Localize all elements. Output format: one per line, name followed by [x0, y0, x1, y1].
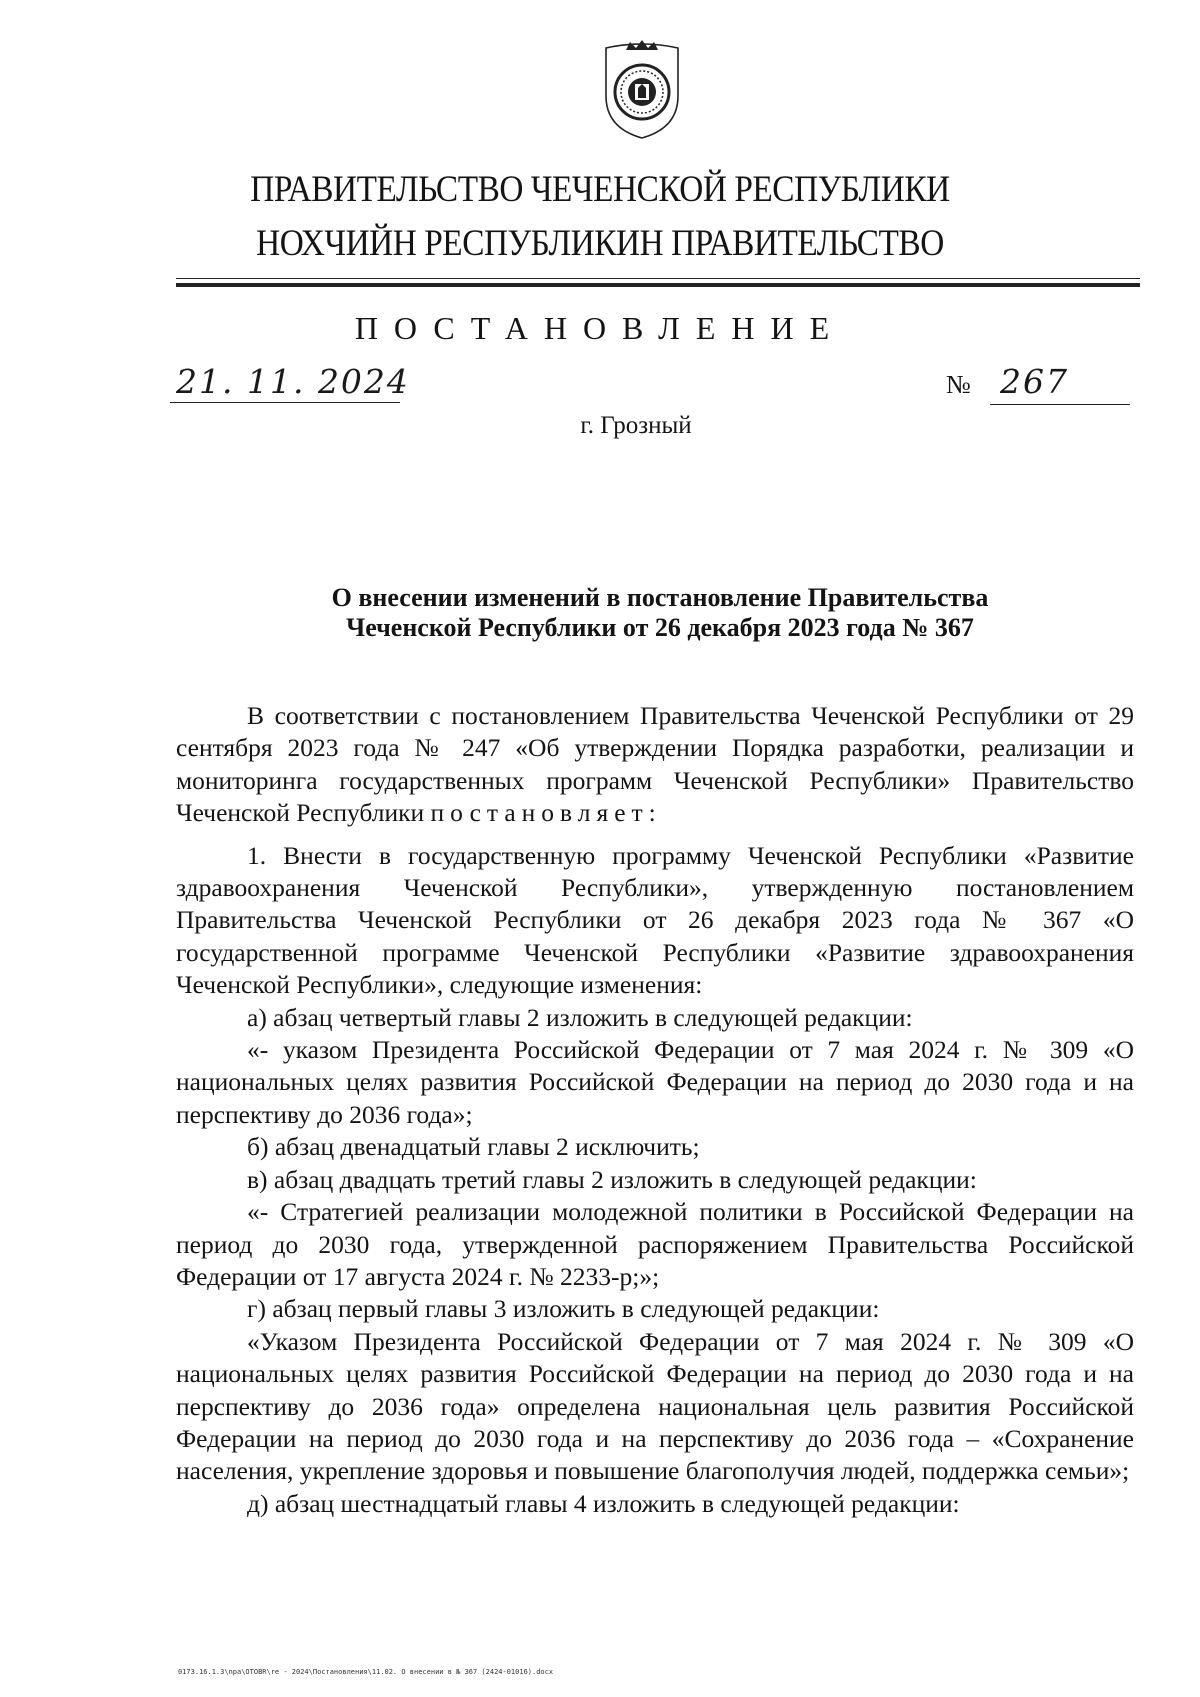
paragraph: «- Стратегией реализации молодежной политики в Российской Федерации на период до 2030 года, утвержденной распоряжением Правительства Российской Федерации от 17 августа 2024 г. № 2233-р;»;: [176, 1197, 1134, 1291]
document-type: ПОСТАНОВЛЕНИЕ: [354, 310, 846, 346]
resolves-word: постановляет:: [430, 798, 662, 828]
paragraph: а) абзац четвертый главы 2 изложить в следующей редакции:: [247, 1002, 913, 1032]
city: г. Грозный: [580, 412, 692, 439]
date-signature-handwritten: 21. 11. 2024: [176, 362, 410, 401]
file-path-footer: 0173.16.1.3\npa\OTOBR\re - 2024\Постановления\11.02. О внесении в № 367 (2424-01016).docx: [178, 1668, 554, 1676]
header-divider-thick: [176, 283, 1140, 287]
document-title: [200, 583, 1120, 643]
header-divider-thin: [176, 278, 1140, 279]
government-name-ru: ПРАВИТЕЛЬСТВО ЧЕЧЕНСКОЙ РЕСПУБЛИКИ: [250, 169, 950, 210]
paragraph: «- указом Президента Российской Федерации от 7 мая 2024 г. № 309 «О национальных целях развития Российской Федерации на период до 2030 года и на перспективу до 2036 года»;: [176, 1035, 1134, 1129]
number-handwritten: 267: [1000, 362, 1069, 401]
government-name-ce: НОХЧИЙН РЕСПУБЛИКИН ПРАВИТЕЛЬСТВО: [256, 223, 944, 264]
paragraph-text: В соответствии с постановлением Правительства Чеченской Республики от 29 сентября 2023 года № 247 «Об утверждении Порядка разработки, реализации и мониторинга государственных программ Чеченской Республики» Правительство Чеченской Республики: [176, 701, 1134, 828]
paragraph: б) абзац двенадцатый главы 2 исключить;: [247, 1132, 700, 1162]
paragraph: «Указом Президента Российской Федерации от 7 мая 2024 г. № 309 «О национальных целях развития Российской Федерации на период до 2030 года и на перспективу до 2036 года» определена национальная цель развития Российской Федерации на период до 2030 года и на перспективу до 2036 года – «Сохранение населения, укрепление здоровья и повышение благополучия людей, поддержка семьи»;: [176, 1326, 1134, 1486]
coat-of-arms-icon: [600, 38, 684, 142]
title-line-1: О внесении изменений в постановление Правительства: [331, 583, 989, 612]
number-label: №: [946, 370, 971, 399]
paragraph: г) абзац первый главы 3 изложить в следующей редакции:: [247, 1294, 880, 1324]
paragraph: д) абзац шестнадцатый главы 4 изложить в следующей редакции:: [247, 1488, 960, 1518]
document-body: [176, 700, 1134, 1520]
paragraph: в) абзац двадцать третий главы 2 изложить в следующей редакции:: [247, 1164, 977, 1194]
paragraph: [176, 700, 1134, 830]
date-underline: [170, 402, 400, 403]
title-line-2: Чеченской Республики от 26 декабря 2023 года № 367: [346, 613, 974, 642]
number-underline: [990, 404, 1130, 405]
paragraph: 1. Внести в государственную программу Чеченской Республики «Развитие здравоохранения Чеченской Республики», утвержденную постановлением Правительства Чеченской Республики от 26 декабря 2023 года № 367 «О государственной программе Чеченской Республики «Развитие здравоохранения Чеченской Республики», следующие изменения:: [176, 840, 1134, 1000]
